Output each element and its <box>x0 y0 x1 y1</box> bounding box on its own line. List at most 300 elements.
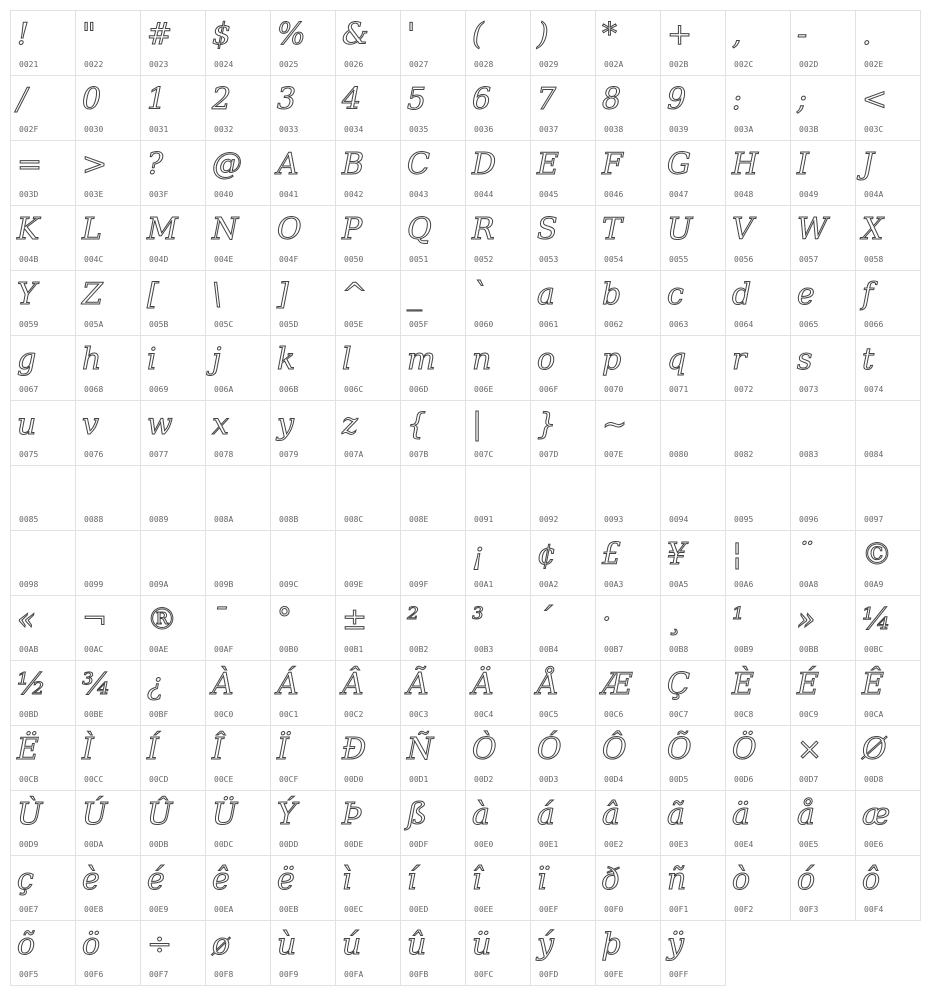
glyph-preview: Ù <box>17 797 43 832</box>
glyph-cell[interactable] <box>465 10 531 76</box>
glyph-cell[interactable] <box>205 530 271 596</box>
glyph-cell[interactable] <box>10 75 76 141</box>
glyph-cell[interactable] <box>400 530 466 596</box>
glyph-code: 0030 <box>84 125 104 134</box>
glyph-cell[interactable] <box>205 75 271 141</box>
glyph-cell[interactable] <box>205 725 271 791</box>
glyph-code: 00D2 <box>474 775 494 784</box>
glyph-cell[interactable] <box>595 140 661 206</box>
glyph-cell[interactable] <box>465 855 531 921</box>
glyph-code: 0048 <box>734 190 754 199</box>
glyph-cell[interactable] <box>660 140 726 206</box>
glyph-code: 00DC <box>214 840 234 849</box>
glyph-cell[interactable] <box>595 855 661 921</box>
glyph-cell[interactable] <box>335 920 401 986</box>
glyph-cell[interactable] <box>400 270 466 336</box>
glyph-preview: Â <box>342 667 364 702</box>
glyph-cell[interactable] <box>335 855 401 921</box>
glyph-code: 009E <box>344 580 364 589</box>
glyph-cell[interactable] <box>205 140 271 206</box>
glyph-cell[interactable] <box>790 465 856 531</box>
glyph-cell[interactable] <box>270 75 336 141</box>
glyph-cell[interactable] <box>270 140 336 206</box>
glyph-cell[interactable] <box>205 270 271 336</box>
glyph-preview: Y <box>17 277 37 312</box>
glyph-cell[interactable] <box>790 270 856 336</box>
glyph-cell[interactable] <box>400 790 466 856</box>
glyph-preview: Ê <box>862 667 884 702</box>
glyph-cell[interactable] <box>400 140 466 206</box>
glyph-cell[interactable] <box>660 530 726 596</box>
glyph-cell[interactable] <box>595 790 661 856</box>
glyph-cell[interactable] <box>595 400 661 466</box>
glyph-cell[interactable] <box>335 75 401 141</box>
glyph-preview: g <box>17 342 37 377</box>
glyph-preview: 4 <box>342 82 362 117</box>
glyph-code: 00FC <box>474 970 494 979</box>
glyph-cell[interactable] <box>855 790 921 856</box>
glyph-code: 00FD <box>539 970 559 979</box>
glyph-preview: H <box>732 147 759 182</box>
glyph-cell[interactable] <box>270 855 336 921</box>
glyph-code: 00A1 <box>474 580 494 589</box>
glyph-cell[interactable] <box>465 790 531 856</box>
glyph-preview: y <box>277 407 294 442</box>
glyph-cell[interactable] <box>140 660 206 726</box>
glyph-cell[interactable] <box>595 595 661 661</box>
glyph-cell[interactable] <box>530 920 596 986</box>
glyph-cell[interactable] <box>140 465 206 531</box>
glyph-preview: Ý <box>277 797 297 832</box>
glyph-cell[interactable] <box>270 920 336 986</box>
glyph-cell[interactable] <box>140 335 206 401</box>
glyph-cell[interactable] <box>270 10 336 76</box>
glyph-code: 0033 <box>279 125 299 134</box>
glyph-code: 009C <box>279 580 299 589</box>
glyph-cell[interactable] <box>660 790 726 856</box>
glyph-cell[interactable] <box>140 855 206 921</box>
glyph-code: 0049 <box>799 190 819 199</box>
glyph-cell[interactable] <box>530 855 596 921</box>
glyph-cell[interactable] <box>595 465 661 531</box>
glyph-cell[interactable] <box>400 855 466 921</box>
glyph-cell[interactable] <box>400 725 466 791</box>
glyph-cell[interactable] <box>530 465 596 531</box>
glyph-cell[interactable] <box>75 140 141 206</box>
glyph-cell[interactable] <box>595 75 661 141</box>
glyph-preview: Ü <box>212 797 238 832</box>
glyph-code: 008A <box>214 515 234 524</box>
glyph-cell[interactable] <box>205 790 271 856</box>
glyph-cell[interactable] <box>725 790 791 856</box>
glyph-cell[interactable] <box>855 465 921 531</box>
glyph-cell[interactable] <box>10 400 76 466</box>
glyph-cell[interactable] <box>855 270 921 336</box>
glyph-cell[interactable] <box>660 400 726 466</box>
glyph-cell[interactable] <box>75 400 141 466</box>
glyph-cell[interactable] <box>75 10 141 76</box>
glyph-code: 0050 <box>344 255 364 264</box>
glyph-cell[interactable] <box>75 920 141 986</box>
glyph-cell[interactable] <box>855 660 921 726</box>
glyph-cell[interactable] <box>465 530 531 596</box>
glyph-cell[interactable] <box>660 920 726 986</box>
glyph-preview: · <box>602 602 612 637</box>
glyph-cell[interactable] <box>140 140 206 206</box>
glyph-cell[interactable] <box>855 10 921 76</box>
glyph-cell[interactable] <box>790 400 856 466</box>
glyph-cell[interactable] <box>270 270 336 336</box>
glyph-cell[interactable] <box>790 10 856 76</box>
glyph-cell[interactable] <box>75 530 141 596</box>
glyph-cell[interactable] <box>725 335 791 401</box>
glyph-cell[interactable] <box>530 205 596 271</box>
glyph-cell[interactable] <box>75 855 141 921</box>
glyph-cell[interactable] <box>270 660 336 726</box>
glyph-cell[interactable] <box>10 790 76 856</box>
glyph-code: 00DF <box>409 840 429 849</box>
glyph-cell[interactable] <box>660 725 726 791</box>
glyph-preview: ï <box>537 862 547 897</box>
glyph-cell[interactable] <box>855 205 921 271</box>
glyph-cell[interactable] <box>725 140 791 206</box>
glyph-cell[interactable] <box>205 400 271 466</box>
glyph-preview: ñ <box>667 862 687 897</box>
glyph-cell[interactable] <box>75 660 141 726</box>
glyph-cell[interactable] <box>335 400 401 466</box>
glyph-preview: - <box>797 17 808 52</box>
glyph-cell[interactable] <box>790 205 856 271</box>
glyph-cell[interactable] <box>790 855 856 921</box>
glyph-cell[interactable] <box>660 270 726 336</box>
glyph-cell[interactable] <box>790 595 856 661</box>
glyph-cell[interactable] <box>725 205 791 271</box>
glyph-preview: ] <box>277 277 289 312</box>
glyph-cell[interactable] <box>205 595 271 661</box>
glyph-cell[interactable] <box>75 465 141 531</box>
glyph-cell[interactable] <box>205 10 271 76</box>
glyph-cell[interactable] <box>400 205 466 271</box>
glyph-cell[interactable] <box>75 335 141 401</box>
glyph-code: 0072 <box>734 385 754 394</box>
glyph-cell[interactable] <box>465 465 531 531</box>
glyph-cell[interactable] <box>855 530 921 596</box>
glyph-cell[interactable] <box>75 205 141 271</box>
glyph-cell[interactable] <box>10 725 76 791</box>
glyph-code: 0029 <box>539 60 559 69</box>
glyph-preview: Í <box>147 732 159 767</box>
glyph-cell[interactable] <box>10 660 76 726</box>
glyph-cell[interactable] <box>465 335 531 401</box>
glyph-cell[interactable] <box>335 270 401 336</box>
glyph-cell[interactable] <box>10 465 76 531</box>
glyph-cell[interactable] <box>205 920 271 986</box>
glyph-cell[interactable] <box>790 660 856 726</box>
glyph-code: 00F9 <box>279 970 299 979</box>
glyph-code: 007A <box>344 450 364 459</box>
glyph-code: 00BE <box>84 710 104 719</box>
glyph-code: 00D3 <box>539 775 559 784</box>
glyph-cell[interactable] <box>140 205 206 271</box>
glyph-cell[interactable] <box>10 205 76 271</box>
glyph-preview: { <box>407 407 427 442</box>
glyph-cell[interactable] <box>790 140 856 206</box>
glyph-cell[interactable] <box>725 10 791 76</box>
glyph-code: 0036 <box>474 125 494 134</box>
glyph-cell[interactable] <box>75 725 141 791</box>
glyph-cell[interactable] <box>140 790 206 856</box>
glyph-cell[interactable] <box>725 595 791 661</box>
glyph-cell[interactable] <box>10 530 76 596</box>
glyph-cell[interactable] <box>400 10 466 76</box>
glyph-code: 0040 <box>214 190 234 199</box>
glyph-preview: } <box>537 407 557 442</box>
glyph-cell[interactable] <box>270 790 336 856</box>
glyph-cell[interactable] <box>205 335 271 401</box>
glyph-preview: U <box>667 212 693 247</box>
glyph-cell[interactable] <box>270 400 336 466</box>
glyph-cell[interactable] <box>855 400 921 466</box>
glyph-cell[interactable] <box>465 660 531 726</box>
glyph-cell[interactable] <box>10 10 76 76</box>
glyph-cell[interactable] <box>205 205 271 271</box>
glyph-code: 00BB <box>799 645 819 654</box>
glyph-preview: K <box>17 212 40 247</box>
glyph-cell[interactable] <box>140 270 206 336</box>
glyph-cell[interactable] <box>725 400 791 466</box>
glyph-cell[interactable] <box>335 205 401 271</box>
glyph-cell[interactable] <box>660 855 726 921</box>
glyph-cell[interactable] <box>595 530 661 596</box>
glyph-cell[interactable] <box>465 205 531 271</box>
glyph-cell[interactable] <box>335 725 401 791</box>
glyph-cell[interactable] <box>465 270 531 336</box>
glyph-cell[interactable] <box>465 75 531 141</box>
glyph-cell[interactable] <box>75 75 141 141</box>
glyph-code: 005C <box>214 320 234 329</box>
glyph-cell[interactable] <box>595 205 661 271</box>
glyph-code: 0089 <box>149 515 169 524</box>
glyph-code: 00ED <box>409 905 429 914</box>
glyph-code: 00F5 <box>19 970 39 979</box>
glyph-cell[interactable] <box>465 725 531 791</box>
glyph-code: 003F <box>149 190 169 199</box>
glyph-preview: u <box>17 407 37 442</box>
glyph-preview: ÷ <box>147 927 173 962</box>
glyph-cell[interactable] <box>205 855 271 921</box>
glyph-preview: À <box>212 667 234 702</box>
glyph-preview: A <box>277 147 299 182</box>
glyph-cell[interactable] <box>400 335 466 401</box>
glyph-cell[interactable] <box>205 660 271 726</box>
glyph-cell[interactable] <box>270 595 336 661</box>
glyph-code: 002F <box>19 125 39 134</box>
glyph-cell[interactable] <box>530 10 596 76</box>
glyph-preview: = <box>17 147 43 182</box>
glyph-cell[interactable] <box>660 465 726 531</box>
glyph-preview: æ <box>862 797 891 832</box>
glyph-code: 00EA <box>214 905 234 914</box>
glyph-cell[interactable] <box>530 530 596 596</box>
glyph-cell[interactable] <box>660 335 726 401</box>
glyph-cell[interactable] <box>790 530 856 596</box>
glyph-preview: M <box>147 212 178 247</box>
glyph-cell[interactable] <box>400 660 466 726</box>
glyph-code: 0097 <box>864 515 884 524</box>
glyph-cell[interactable] <box>725 465 791 531</box>
glyph-cell[interactable] <box>790 335 856 401</box>
glyph-cell[interactable] <box>660 205 726 271</box>
glyph-code: 00B2 <box>409 645 429 654</box>
glyph-cell[interactable] <box>10 595 76 661</box>
glyph-code: 0060 <box>474 320 494 329</box>
glyph-code: 009B <box>214 580 234 589</box>
glyph-cell[interactable] <box>140 595 206 661</box>
glyph-cell[interactable] <box>790 75 856 141</box>
glyph-code: 0032 <box>214 125 234 134</box>
glyph-code: 0098 <box>19 580 39 589</box>
glyph-cell[interactable] <box>725 530 791 596</box>
glyph-cell[interactable] <box>205 465 271 531</box>
glyph-cell[interactable] <box>75 595 141 661</box>
glyph-cell[interactable] <box>725 660 791 726</box>
glyph-cell[interactable] <box>595 660 661 726</box>
glyph-preview: ì <box>342 862 352 897</box>
glyph-cell[interactable] <box>660 595 726 661</box>
glyph-cell[interactable] <box>400 595 466 661</box>
glyph-cell[interactable] <box>335 595 401 661</box>
glyph-code: 00C5 <box>539 710 559 719</box>
glyph-cell[interactable] <box>595 270 661 336</box>
glyph-cell[interactable] <box>790 725 856 791</box>
glyph-code: 0037 <box>539 125 559 134</box>
glyph-cell[interactable] <box>530 335 596 401</box>
glyph-cell[interactable] <box>10 270 76 336</box>
glyph-cell[interactable] <box>725 270 791 336</box>
glyph-cell[interactable] <box>725 855 791 921</box>
glyph-code: 007C <box>474 450 494 459</box>
glyph-cell[interactable] <box>140 920 206 986</box>
glyph-code: 00F6 <box>84 970 104 979</box>
glyph-cell[interactable] <box>530 75 596 141</box>
glyph-preview: Ð <box>342 732 367 767</box>
glyph-cell[interactable] <box>530 660 596 726</box>
glyph-cell[interactable] <box>725 75 791 141</box>
glyph-cell[interactable] <box>465 400 531 466</box>
glyph-code: 00D5 <box>669 775 689 784</box>
glyph-preview: » <box>797 602 816 637</box>
glyph-cell[interactable] <box>270 725 336 791</box>
glyph-cell[interactable] <box>855 140 921 206</box>
glyph-code: 008E <box>409 515 429 524</box>
glyph-code: 00C3 <box>409 710 429 719</box>
glyph-preview: 3 <box>277 82 297 117</box>
glyph-cell[interactable] <box>270 335 336 401</box>
glyph-cell[interactable] <box>465 595 531 661</box>
glyph-code: 0021 <box>19 60 39 69</box>
glyph-cell[interactable] <box>400 920 466 986</box>
glyph-cell[interactable] <box>855 335 921 401</box>
glyph-cell[interactable] <box>855 595 921 661</box>
glyph-cell[interactable] <box>10 335 76 401</box>
glyph-cell[interactable] <box>10 855 76 921</box>
glyph-code: 00D1 <box>409 775 429 784</box>
glyph-cell[interactable] <box>465 920 531 986</box>
glyph-cell[interactable] <box>660 660 726 726</box>
glyph-cell[interactable] <box>140 75 206 141</box>
glyph-cell[interactable] <box>270 465 336 531</box>
glyph-code: 00C4 <box>474 710 494 719</box>
glyph-code: 0094 <box>669 515 689 524</box>
glyph-cell[interactable] <box>335 10 401 76</box>
glyph-preview: ¥ <box>667 537 687 572</box>
glyph-cell[interactable] <box>595 335 661 401</box>
glyph-cell[interactable] <box>855 75 921 141</box>
glyph-cell[interactable] <box>595 10 661 76</box>
glyph-code: 0026 <box>344 60 364 69</box>
glyph-cell[interactable] <box>530 595 596 661</box>
glyph-cell[interactable] <box>140 10 206 76</box>
glyph-cell[interactable] <box>75 270 141 336</box>
glyph-cell[interactable] <box>855 855 921 921</box>
glyph-cell[interactable] <box>530 725 596 791</box>
glyph-cell[interactable] <box>335 790 401 856</box>
glyph-code: 00B8 <box>669 645 689 654</box>
glyph-cell[interactable] <box>335 530 401 596</box>
glyph-preview: Ú <box>82 797 108 832</box>
glyph-cell[interactable] <box>140 400 206 466</box>
glyph-cell[interactable] <box>660 75 726 141</box>
glyph-cell[interactable] <box>270 530 336 596</box>
glyph-cell[interactable] <box>465 140 531 206</box>
glyph-cell[interactable] <box>530 270 596 336</box>
glyph-code: 0096 <box>799 515 819 524</box>
glyph-code: 004B <box>19 255 39 264</box>
glyph-cell[interactable] <box>75 790 141 856</box>
glyph-preview: ± <box>342 602 368 637</box>
glyph-cell[interactable] <box>10 140 76 206</box>
glyph-preview: p <box>602 342 622 377</box>
glyph-cell[interactable] <box>335 140 401 206</box>
glyph-cell[interactable] <box>725 725 791 791</box>
glyph-cell[interactable] <box>335 660 401 726</box>
glyph-cell[interactable] <box>10 920 76 986</box>
glyph-preview: _ <box>407 277 422 312</box>
glyph-cell[interactable] <box>855 725 921 791</box>
glyph-preview: « <box>17 602 36 637</box>
glyph-cell[interactable] <box>400 75 466 141</box>
glyph-code: 0025 <box>279 60 299 69</box>
glyph-cell[interactable] <box>140 530 206 596</box>
glyph-cell[interactable] <box>335 465 401 531</box>
glyph-cell[interactable] <box>595 725 661 791</box>
glyph-cell[interactable] <box>270 205 336 271</box>
glyph-cell[interactable] <box>400 400 466 466</box>
glyph-cell[interactable] <box>140 725 206 791</box>
glyph-cell[interactable] <box>790 790 856 856</box>
glyph-code: 00B7 <box>604 645 624 654</box>
glyph-cell[interactable] <box>335 335 401 401</box>
glyph-cell[interactable] <box>530 400 596 466</box>
glyph-preview: ^ <box>342 277 368 312</box>
glyph-cell[interactable] <box>530 140 596 206</box>
glyph-cell[interactable] <box>595 920 661 986</box>
glyph-cell[interactable] <box>530 790 596 856</box>
glyph-cell[interactable] <box>660 10 726 76</box>
glyph-cell[interactable] <box>400 465 466 531</box>
glyph-code: 00D6 <box>734 775 754 784</box>
glyph-code: 005E <box>344 320 364 329</box>
